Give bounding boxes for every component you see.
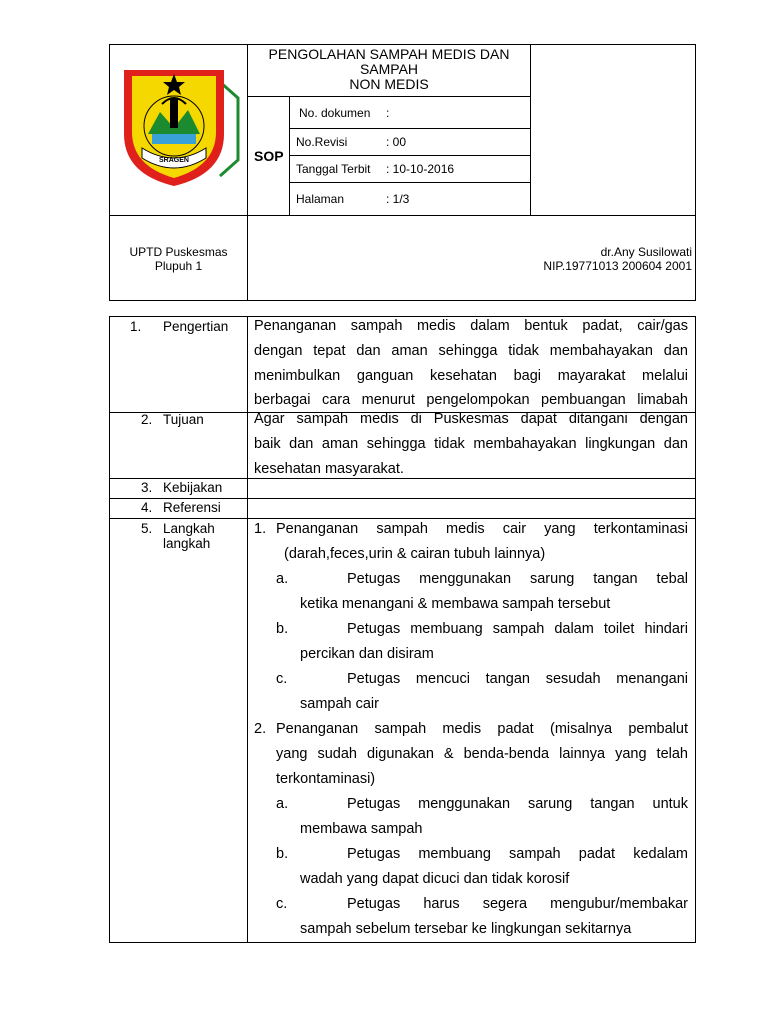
section-2-number: 2.: [141, 412, 153, 427]
org-name-line2: Plupuh 1: [154, 259, 203, 273]
section-5-number: 5.: [141, 521, 153, 536]
org-name-line1: UPTD Puskesmas: [129, 245, 228, 259]
doc-title-line2: SAMPAH: [359, 61, 419, 77]
section-1-content: [254, 314, 688, 411]
substep-line: Petugas menggunakan sarung tangan tebal: [347, 571, 688, 587]
substep-line: sampah sebelum tersebar ke lingkungan sekitarnya: [300, 921, 632, 937]
section-1-line: menimbulkan ganguan kesehatan bagi mayarakat melalui: [254, 368, 688, 384]
section-1-line: berbagai cara menurut pengelompokan pembuangan limabah: [254, 392, 688, 408]
doc-title-line3: NON MEDIS: [349, 76, 429, 92]
section-1-line: Penanganan sampah medis dalam bentuk padat, cair/gas: [254, 318, 688, 334]
substep-line: Petugas mencuci tangan sesudah menangani: [347, 671, 688, 687]
section-3-number: 3.: [141, 480, 153, 495]
substep-letter: c.: [276, 671, 288, 687]
substep-line: Petugas membuang sampah padat kedalam: [347, 846, 688, 862]
section-5-title-line2: langkah: [163, 536, 211, 551]
step-item: [254, 717, 688, 792]
substep-line: ketika menangani & membawa sampah tersebut: [300, 596, 611, 612]
meta-value-tanggal-terbit: : 10-10-2016: [386, 162, 455, 176]
substep-line: wadah yang dapat dicuci dan tidak korosif: [300, 871, 570, 887]
meta-label-tanggal-terbit: Tanggal Terbit: [296, 162, 371, 176]
section-4-title: Referensi: [163, 500, 221, 515]
section-2-title: Tujuan: [163, 412, 204, 427]
signer-name: dr.Any Susilowati: [600, 245, 692, 259]
substep-item: [254, 892, 688, 942]
meta-value-no-dokumen: :: [386, 106, 390, 120]
step-line: (darah,feces,urin & cairan tubuh lainnya): [284, 546, 546, 562]
substep-item: [254, 792, 688, 842]
steps-list: [254, 517, 688, 942]
sragen-logo: [120, 64, 245, 189]
sop-label: SOP: [254, 148, 284, 164]
section-2-line: Agar sampah medis di Puskesmas dapat ditangani dengan: [254, 411, 688, 427]
meta-label-no-revisi: No.Revisi: [296, 135, 348, 149]
substep-item: [254, 842, 688, 892]
meta-label-no-dokumen: No. dokumen: [299, 106, 371, 120]
substep-line: Petugas membuang sampah dalam toilet hindari: [347, 621, 688, 637]
substep-line: percikan dan disiram: [300, 646, 434, 662]
step-number: 2.: [254, 721, 267, 737]
doc-title-line1: PENGOLAHAN SAMPAH MEDIS DAN: [268, 46, 510, 62]
section-2-content: [254, 407, 688, 482]
substep-line: sampah cair: [300, 696, 379, 712]
substep-line: membawa sampah: [300, 821, 423, 837]
section-2-line: kesehatan masyarakat.: [254, 461, 404, 477]
section-1-line: dengan tepat dan aman sehingga tidak membahayakan dan: [254, 343, 688, 359]
substep-letter: b.: [276, 621, 289, 637]
substep-line: Petugas menggunakan sarung tangan untuk: [347, 796, 688, 812]
meta-value-no-revisi: : 00: [386, 135, 407, 149]
substep-letter: c.: [276, 896, 288, 912]
section-1-title: Pengertian: [163, 319, 229, 334]
step-number: 1.: [254, 521, 267, 537]
section-2-line: baik dan aman sehingga tidak membahayakan lingkungan dan: [254, 436, 688, 452]
substep-line: Petugas harus segera mengubur/membakar: [347, 896, 688, 912]
step-line: Penanganan sampah medis cair yang terkontaminasi: [276, 521, 688, 537]
step-line: Penanganan sampah medis padat (misalnya pembalut: [276, 721, 688, 737]
section-1-number: 1.: [130, 319, 142, 334]
signer-nip: NIP.19771013 200604 2001: [543, 259, 692, 273]
substep-item: [254, 667, 688, 717]
meta-label-halaman: Halaman: [296, 192, 345, 206]
section-3-title: Kebijakan: [163, 480, 223, 495]
section-5-title-line1: Langkah: [163, 521, 215, 536]
substep-letter: b.: [276, 846, 289, 862]
step-line: terkontaminasi): [276, 771, 376, 787]
logo-ribbon-text: SRAGEN: [159, 157, 189, 164]
substep-item: [254, 567, 688, 617]
section-4-number: 4.: [141, 500, 153, 515]
step-item: [254, 517, 688, 567]
step-line: yang sudah digunakan & benda-benda lainnya yang telah: [276, 746, 688, 762]
substep-item: [254, 617, 688, 667]
substep-letter: a.: [276, 571, 289, 587]
substep-letter: a.: [276, 796, 289, 812]
meta-value-halaman: : 1/3: [386, 192, 410, 206]
